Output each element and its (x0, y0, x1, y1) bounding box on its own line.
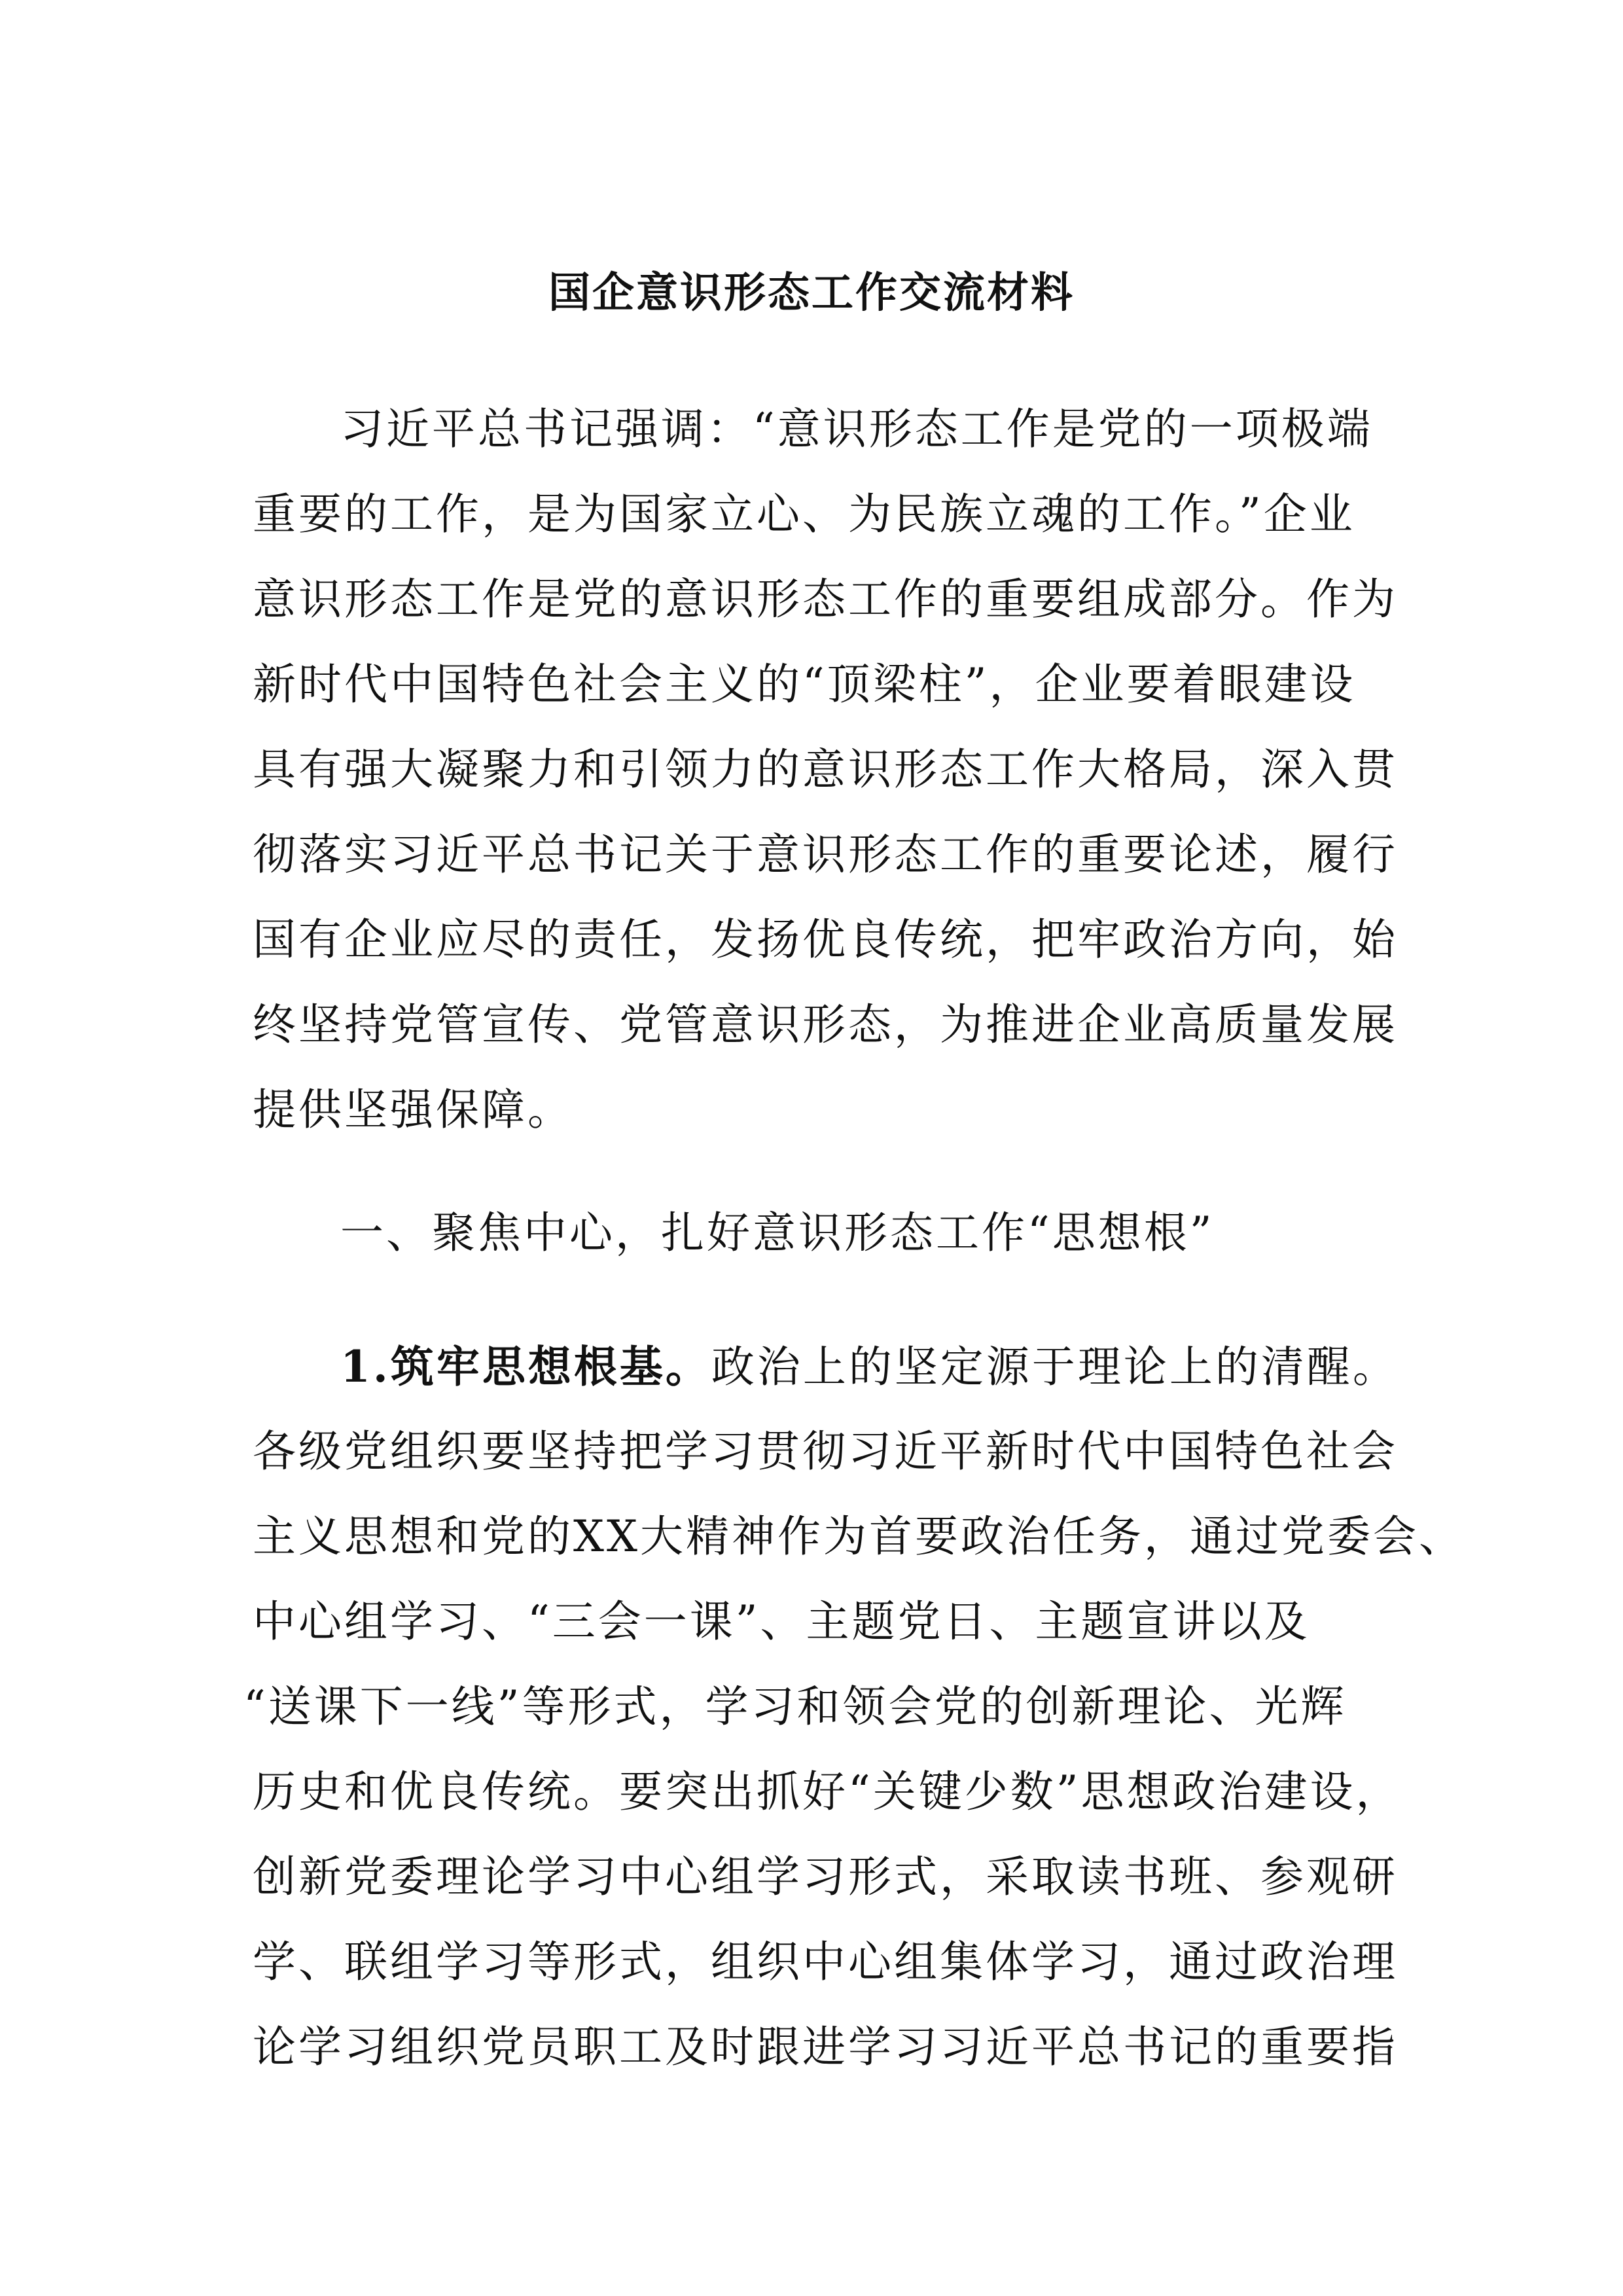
section-heading: 一、聚焦中心，扎好意识形态工作“思想根” (340, 1208, 1215, 1258)
paragraph-line: 重要的工作，是为国家立心、为民族立魂的工作。”企业 (253, 489, 1355, 539)
paragraph-line: 彻落实习近平总书记关于意识形态工作的重要论述，履行 (253, 829, 1398, 880)
paragraph-line: 习近平总书记强调：“意识形态工作是党的一项极端 (340, 404, 1373, 454)
paragraph-line: 终坚持党管宣传、党管意识形态，为推进企业高质量发展 (253, 999, 1398, 1050)
paragraph-line: 国有企业应尽的责任，发扬优良传统，把牢政治方向，始 (253, 914, 1398, 965)
paragraph-line: 具有强大凝聚力和引领力的意识形态工作大格局，深入贯 (253, 744, 1398, 795)
paragraph-line: “送课下一线”等形式，学习和领会党的创新理论、光辉 (243, 1681, 1347, 1732)
paragraph-line: 学、联组学习等形式，组织中心组集体学习，通过政治理 (253, 1937, 1398, 1987)
paragraph-line: 中心组学习、“三会一课”、主题党日、主题宣讲以及 (253, 1596, 1310, 1647)
paragraph-line: 意识形态工作是党的意识形态工作的重要组成部分。作为 (253, 574, 1398, 624)
paragraph-line: 历史和优良传统。要突出抓好“关键少数”思想政治建设， (253, 1767, 1402, 1817)
paragraph-line: 新时代中国特色社会主义的“顶梁柱”，企业要着眼建设 (253, 659, 1356, 709)
item-lead: 1.筑牢思想根基。 (340, 1341, 711, 1392)
paragraph-line: 各级党组织要坚持把学习贯彻习近平新时代中国特色社会 (253, 1426, 1398, 1477)
paragraph-line: 主义思想和党的XX大精神作为首要政治任务，通过党委会、 (253, 1511, 1465, 1562)
item-first-line-text: 政治上的坚定源于理论上的清醒。 (711, 1342, 1399, 1392)
item-first-line (340, 1335, 1399, 1399)
paragraph-line: 提供坚强保障。 (253, 1085, 573, 1135)
paragraph-line: 论学习组织党员职工及时跟进学习习近平总书记的重要指 (253, 2022, 1398, 2072)
paragraph-line: 创新党委理论学习中心组学习形式，采取读书班、参观研 (253, 1852, 1398, 1902)
document-title: 国企意识形态工作交流材料 (548, 269, 1075, 317)
